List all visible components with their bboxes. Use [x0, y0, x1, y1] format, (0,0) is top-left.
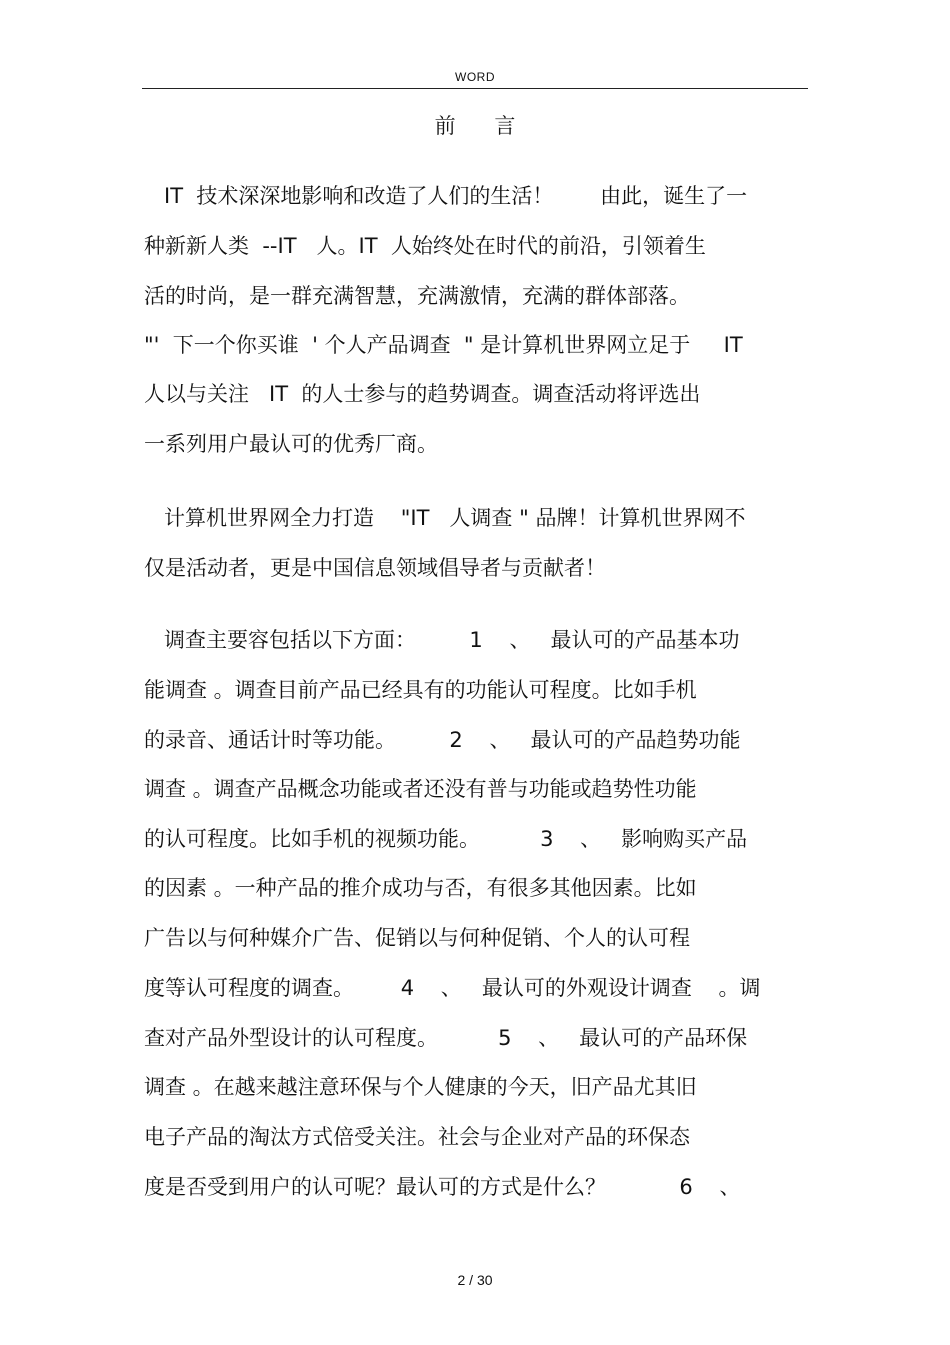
- paragraph-line: 种新新人类 --IT 人。IT 人始终处在时代的前沿，引领着生: [144, 234, 706, 258]
- header-divider: [142, 88, 808, 89]
- paragraph-line: 查对产品外型设计的认可程度。 5 、 最认可的产品环保: [144, 1026, 748, 1050]
- paragraph-line: 活的时尚，是一群充满智慧，充满激情，充满的群体部落。: [144, 284, 690, 308]
- paragraph-line: 仅是活动者，更是中国信息领域倡导者与贡献者！: [144, 556, 606, 580]
- paragraph-line: 能调查 。调查目前产品已经具有的功能认可程度。比如手机: [144, 678, 697, 702]
- paragraph-line: IT 技术深深地影响和改造了人们的生活！ 由此，诞生了一: [144, 184, 748, 208]
- paragraph-line: "' 下一个你买谁 ' 个人产品调查 " 是计算机世界网立足于 IT: [144, 333, 743, 357]
- paragraph-line: 计算机世界网全力打造 "IT 人调查 " 品牌！计算机世界网不: [144, 506, 746, 530]
- header-label: WORD: [455, 70, 495, 84]
- paragraph-line: 调查主要容包括以下方面： 1 、 最认可的产品基本功: [144, 628, 740, 652]
- paragraph-line: 电子产品的淘汰方式倍受关注。社会与企业对产品的环保态: [144, 1125, 690, 1149]
- paragraph-line: 调查 。在越来越注意环保与个人健康的今天，旧产品尤其旧: [144, 1075, 697, 1099]
- paragraph-line: 一系列用户最认可的优秀厂商。: [144, 432, 438, 456]
- paragraph-line: 度等认可程度的调查。 4 、 最认可的外观设计调查 。调: [144, 976, 761, 1000]
- paragraph-line: 广告以与何种媒介广告、促销以与何种促销、个人的认可程: [144, 926, 690, 950]
- paragraph-line: 度是否受到用户的认可呢？最认可的方式是什么？ 6 、: [144, 1175, 741, 1199]
- paragraph-line: 的因素 。一种产品的推介成功与否，有很多其他因素。比如: [144, 876, 697, 900]
- paragraph-line: 的录音、通话计时等功能。 2 、 最认可的产品趋势功能: [144, 728, 741, 752]
- paragraph-line: 调查 。调查产品概念功能或者还没有普与功能或趋势性功能: [144, 777, 697, 801]
- page-title: 前 言: [434, 114, 532, 138]
- page-number: 2 / 30: [457, 1272, 493, 1288]
- paragraph-line: 的认可程度。比如手机的视频功能。 3 、 影响购买产品: [144, 827, 748, 851]
- paragraph-line: 人以与关注 IT 的人士参与的趋势调查。调查活动将评选出: [144, 382, 701, 406]
